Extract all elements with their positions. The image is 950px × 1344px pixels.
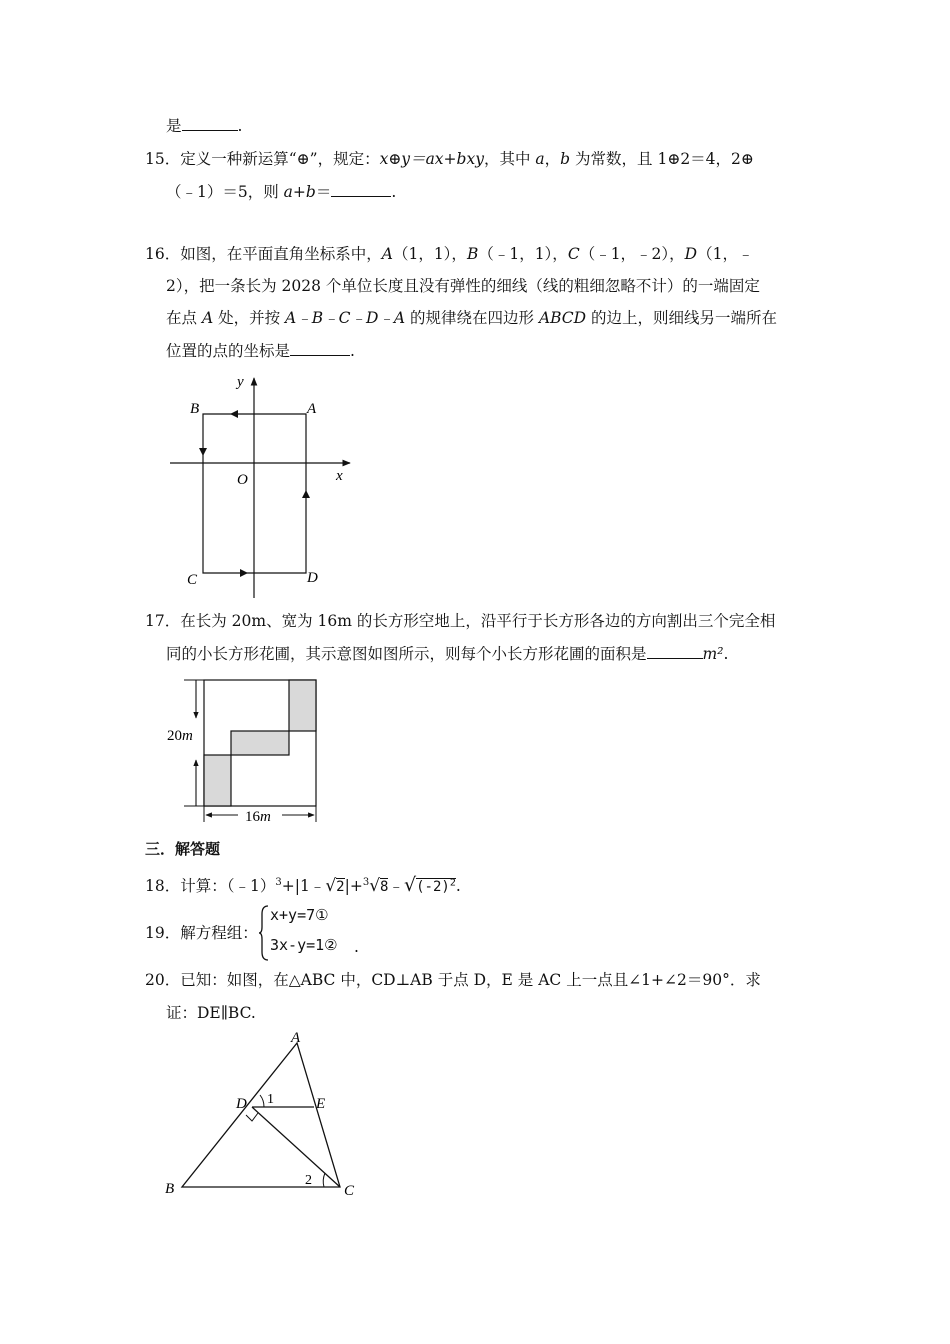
label-a: A xyxy=(307,401,317,417)
q17-answer-blank[interactable] xyxy=(647,644,703,659)
equation-2: 3x-y=1② xyxy=(270,936,338,954)
q20-number: 20． xyxy=(145,971,181,989)
q15-line-1: 15．定义一种新运算“⊕”，规定：x⊕y＝ax+bxy，其中 a，b 为常数，且 1⊕2＝4，2⊕ xyxy=(145,150,754,168)
q16-answer-blank[interactable] xyxy=(290,341,350,356)
label-c: C xyxy=(344,1183,355,1199)
cbrt-symbol: √ xyxy=(369,876,381,897)
q16-coordinate-figure xyxy=(160,372,360,600)
q15-line-2: （﹣1）＝5，则 a+b＝ . xyxy=(166,183,397,201)
q20-line-1: 20．已知：如图，在△ABC 中，CD⊥AB 于点 D，E 是 AC 上一点且∠1+∠2＝90°．求 xyxy=(145,971,761,989)
right-angle-mark xyxy=(246,1113,258,1121)
sqrt-symbol-2: √ xyxy=(403,874,417,897)
q20-line-2: 证：DE∥BC. xyxy=(166,1004,256,1022)
q15-answer-blank[interactable] xyxy=(331,182,391,197)
label-angle-2: 2 xyxy=(305,1173,312,1188)
segment-cd xyxy=(252,1107,340,1187)
q16-number: 16． xyxy=(145,245,181,263)
q18-line: 18．计算：$(﹣1)^3+|1﹣√2|+^3√8﹣√(-2)^2$. xyxy=(145,874,461,897)
q17-number: 17． xyxy=(145,612,181,630)
garden-1 xyxy=(204,755,231,806)
section-3-heading: 三．解答题 xyxy=(145,840,221,858)
q19-line: 19．解方程组： xyxy=(145,924,258,942)
q16-line-3: 在点 A 处，并按 A﹣B﹣C﹣D﹣A 的规律绕在四边形 ABCD 的边上，则细线另一端所在 xyxy=(166,309,778,327)
equation-system: x+y=7① 3x-y=1② . xyxy=(258,904,368,964)
q18-number: 18． xyxy=(145,877,181,896)
q16-line-1: 16．如图，在平面直角坐标系中，A（1，1），B（﹣1，1），C（﹣1，﹣2），D（1，﹣ xyxy=(145,245,754,263)
q20-triangle-figure xyxy=(160,1025,370,1205)
left-brace xyxy=(258,904,270,962)
label-b: B xyxy=(190,401,200,417)
angle-2-arc xyxy=(323,1173,325,1187)
label-b: B xyxy=(165,1181,175,1197)
q16-line-4: 位置的点的坐标是 . xyxy=(166,342,355,360)
garden-2 xyxy=(231,731,289,755)
arrow-d-to-a xyxy=(302,490,310,498)
q17-line-2: 同的小长方形花圃，其示意图如图所示，则每个小长方形花圃的面积是 m². xyxy=(166,645,729,663)
q19-number: 19． xyxy=(145,924,181,942)
sqrt-symbol: √ xyxy=(325,876,337,897)
arrow-c-to-d xyxy=(240,569,248,577)
label-c: C xyxy=(187,572,198,588)
q17-unit: m² xyxy=(702,645,724,663)
height-label: 20m xyxy=(167,728,193,744)
label-d: D xyxy=(236,1096,247,1112)
arrow-b-to-c xyxy=(199,448,207,456)
label-x: x xyxy=(336,468,343,484)
q16-line-2: 2），把一条长为 2028 个单位长度且没有弹性的细线（线的粗细忽略不计）的一端固定 xyxy=(166,277,760,295)
q17-garden-figure xyxy=(160,670,330,830)
label-y: y xyxy=(237,374,244,390)
label-e: E xyxy=(316,1096,326,1112)
label-origin: O xyxy=(237,472,248,488)
width-label: 16m xyxy=(245,809,271,825)
label-d: D xyxy=(307,570,318,586)
q14-text: 是 xyxy=(166,117,182,135)
q14-continuation: 是 . xyxy=(166,117,243,135)
angle-1-arc xyxy=(260,1095,264,1107)
q17-line-1: 17．在长为 20m、宽为 16m 的长方形空地上，沿平行于长方形各边的方向割出三个完全相 xyxy=(145,612,776,630)
q15-number: 15． xyxy=(145,150,181,168)
label-a: A xyxy=(291,1030,301,1046)
label-angle-1: 1 xyxy=(267,1092,274,1107)
arrow-a-to-b xyxy=(230,410,238,418)
q14-answer-blank[interactable] xyxy=(182,116,238,131)
garden-3 xyxy=(289,680,316,731)
equation-1: x+y=7① xyxy=(270,906,329,924)
